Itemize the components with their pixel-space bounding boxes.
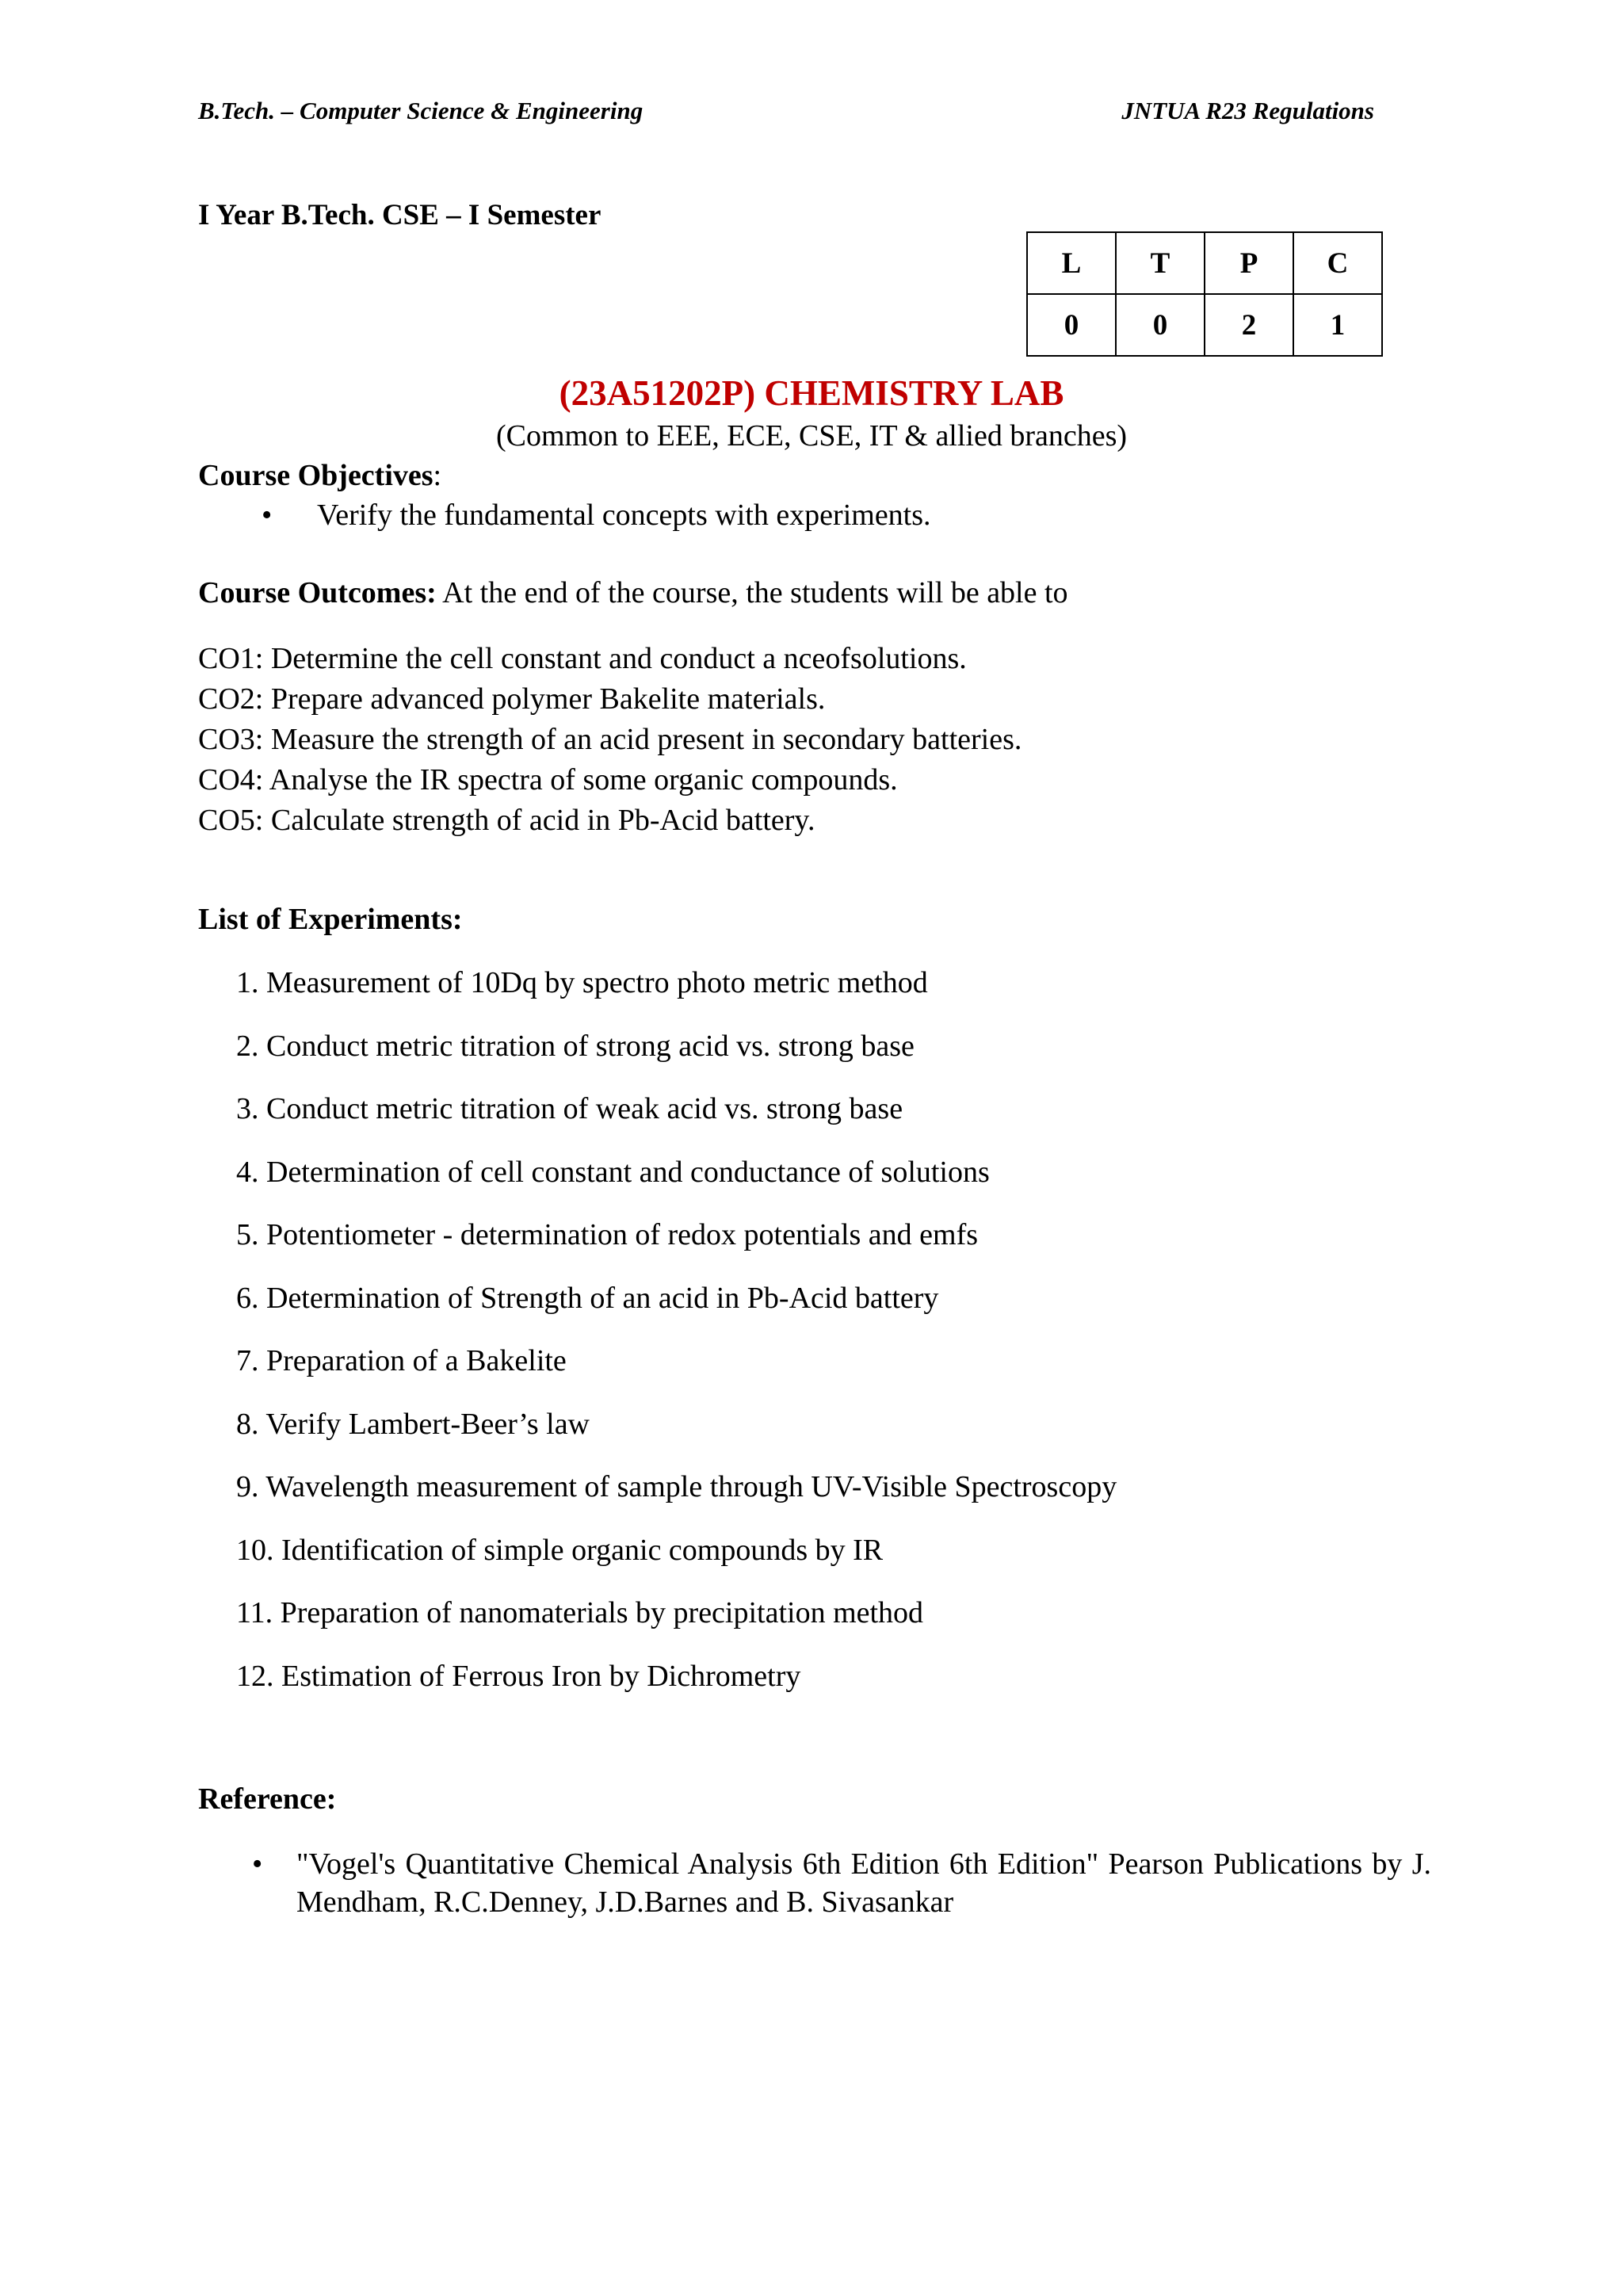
experiments-list	[236, 965, 1117, 1721]
ltpc-header-row	[1027, 232, 1382, 294]
experiment-item: 8. Verify Lambert-Beer’s law	[236, 1407, 590, 1441]
experiment-item: 5. Potentiometer - determination of redox potentials and emfs	[236, 1218, 979, 1251]
year-semester-heading: I Year B.Tech. CSE – I Semester	[198, 199, 601, 231]
experiment-item: 1. Measurement of 10Dq by spectro photo metric method	[236, 966, 928, 999]
objectives-colon: :	[433, 459, 442, 492]
ltpc-value-p: 2	[1205, 294, 1293, 356]
ltpc-value-c: 1	[1293, 294, 1382, 356]
ltpc-value-t: 0	[1116, 294, 1205, 356]
ltpc-value-l: 0	[1027, 294, 1116, 356]
experiment-item: 9. Wavelength measurement of sample through UV-Visible Spectroscopy	[236, 1470, 1117, 1503]
course-outcomes-list	[198, 639, 1022, 841]
outcomes-intro: At the end of the course, the students will be able to	[436, 576, 1068, 609]
course-outcome-item: CO1: Determine the cell constant and conduct a nceofsolutions.	[198, 642, 967, 675]
experiment-item: 4. Determination of cell constant and conductance of solutions	[236, 1155, 990, 1189]
experiment-item: 2. Conduct metric titration of strong acid vs. strong base	[236, 1029, 915, 1063]
course-outcome-item: CO2: Prepare advanced polymer Bakelite materials.	[198, 682, 826, 716]
experiment-item: 12. Estimation of Ferrous Iron by Dichrometry	[236, 1659, 801, 1693]
experiment-item: 10. Identification of simple organic compounds by IR	[236, 1533, 884, 1567]
objective-bullet-icon: •	[262, 499, 273, 532]
experiment-item: 7. Preparation of a Bakelite	[236, 1344, 567, 1377]
ltpc-value-row	[1027, 294, 1382, 356]
course-subtitle: (Common to EEE, ECE, CSE, IT & allied branches)	[495, 419, 1128, 453]
ltpc-table	[1026, 231, 1383, 357]
header-regulations: JNTUA R23 Regulations	[1121, 97, 1374, 124]
reference-bullet-icon: •	[252, 1847, 263, 1881]
outcomes-label: Course Outcomes:	[198, 576, 437, 609]
ltpc-header-c: C	[1293, 232, 1382, 294]
experiment-item: 3. Conduct metric titration of weak acid vs. strong base	[236, 1092, 903, 1125]
ltpc-header-t: T	[1116, 232, 1205, 294]
experiment-item: 6. Determination of Strength of an acid in Pb-Acid battery	[236, 1281, 939, 1315]
header-program: B.Tech. – Computer Science & Engineering	[198, 97, 643, 124]
objectives-label: Course Objectives	[198, 459, 433, 492]
course-outcome-item: CO4: Analyse the IR spectra of some organic compounds.	[198, 763, 898, 797]
experiment-item: 11. Preparation of nanomaterials by precipitation method	[236, 1596, 924, 1629]
ltpc-header-p: P	[1205, 232, 1293, 294]
course-outcome-item: CO5: Calculate strength of acid in Pb-Acid battery.	[198, 804, 815, 837]
ltpc-header-l: L	[1027, 232, 1116, 294]
objective-item: Verify the fundamental concepts with experiments.	[317, 499, 931, 532]
reference-item: "Vogel's Quantitative Chemical Analysis 6th Edition 6th Edition" Pearson Publications by J. Mendham, R.C.Denney, J.D.Barnes and B. Sivasankar	[296, 1847, 1431, 1919]
course-outcomes-heading	[198, 575, 1068, 610]
course-outcome-item: CO3: Measure the strength of an acid present in secondary batteries.	[198, 723, 1022, 756]
experiments-heading: List of Experiments:	[198, 903, 463, 936]
course-title: (23A51202P) CHEMISTRY LAB	[559, 373, 1064, 413]
reference-heading: Reference:	[198, 1782, 337, 1816]
course-objectives-heading	[198, 458, 441, 493]
